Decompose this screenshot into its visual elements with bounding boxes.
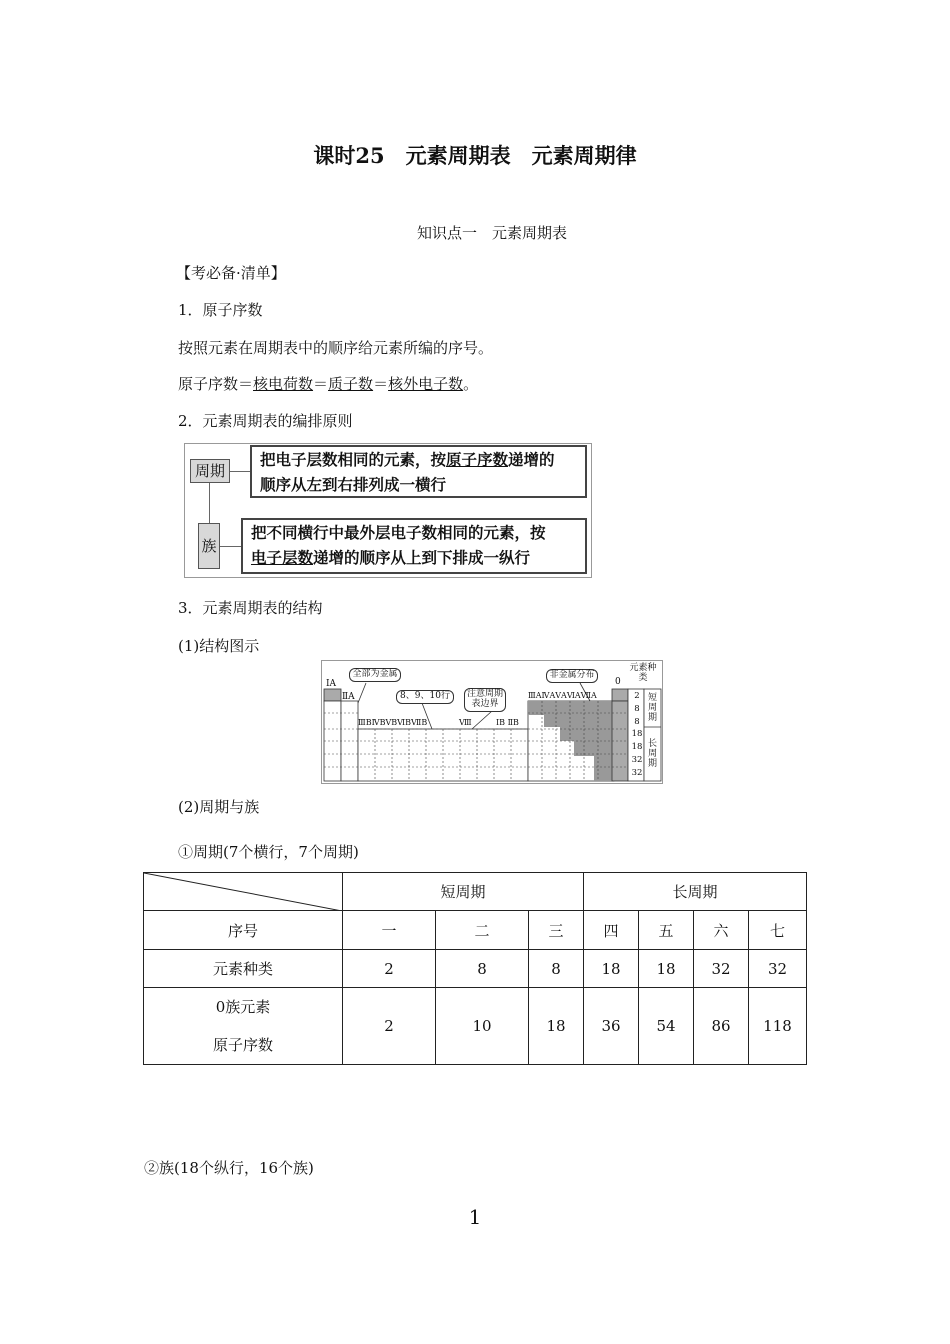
table-cell: 32 bbox=[694, 950, 749, 988]
period-rule: 把电子层数相同的元素，按原子序数递增的 顺序从左到右排列成一横行 bbox=[250, 445, 587, 498]
diagonal-header-cell bbox=[144, 873, 343, 911]
table-cell: 10 bbox=[436, 988, 529, 1065]
group-rule: 把不同横行中最外层电子数相同的元素，按 电子层数递增的顺序从上到下排成一纵行 bbox=[241, 518, 587, 574]
row-label-ordinal: 序号 bbox=[144, 911, 343, 950]
item1-heading: 1．原子序数 bbox=[178, 301, 263, 319]
fig-group8910: 8、9、10行 bbox=[396, 690, 454, 704]
table-cell: 86 bbox=[694, 988, 749, 1065]
fig-all-metal: 全部为金属 bbox=[349, 668, 401, 682]
table-cell: 8 bbox=[436, 950, 529, 988]
structure-figure-label: (1)结构图示 bbox=[178, 637, 260, 655]
fig-a-groups: ⅢAⅣAⅤAⅥAⅦA bbox=[528, 691, 597, 700]
table-cell: 8 bbox=[529, 950, 584, 988]
table-cell: 18 bbox=[529, 988, 584, 1065]
table-cell: 2 bbox=[343, 950, 436, 988]
table-cell: 54 bbox=[639, 988, 694, 1065]
fig-ia: ⅠA bbox=[326, 679, 337, 689]
table-cell: 18 bbox=[639, 950, 694, 988]
table-cell: 三 bbox=[529, 911, 584, 950]
arrangement-rules-diagram bbox=[184, 443, 592, 578]
fig-kinds: 元素种类 bbox=[629, 663, 657, 683]
table-cell: 四 bbox=[584, 911, 639, 950]
item1-equation: 原子序数＝核电荷数＝质子数＝核外电子数。 bbox=[178, 375, 479, 393]
table-cell: 七 bbox=[749, 911, 807, 950]
fig-viii: Ⅷ bbox=[459, 718, 472, 727]
fig-short-label: 短周期 bbox=[648, 693, 658, 723]
item2-heading: 2．元素周期表的编排原则 bbox=[178, 412, 353, 430]
section-heading: 知识点一 元素周期表 bbox=[416, 224, 567, 242]
periodic-table-structure-figure bbox=[321, 660, 663, 784]
fig-counts: 2 8 8 18 18 32 32 bbox=[631, 691, 643, 778]
group-tag: 族 bbox=[198, 523, 220, 569]
row-label-kinds: 元素种类 bbox=[144, 950, 343, 988]
table-cell: 36 bbox=[584, 988, 639, 1065]
item1-definition: 按照元素在周期表中的顺序给元素所编的序号。 bbox=[178, 339, 494, 357]
checklist-heading: 【考必备·清单】 bbox=[176, 264, 286, 282]
fig-nonmetal: 非金属分布 bbox=[546, 669, 598, 683]
table-cell: 一 bbox=[343, 911, 436, 950]
table-cell: 32 bbox=[749, 950, 807, 988]
period-subheading: ①周期(7个横行，7个周期) bbox=[178, 843, 359, 861]
period-tag: 周期 bbox=[190, 459, 230, 483]
short-period-header: 短周期 bbox=[343, 873, 584, 911]
period-table bbox=[143, 872, 807, 1065]
table-cell: 六 bbox=[694, 911, 749, 950]
table-cell: 18 bbox=[584, 950, 639, 988]
fig-b-left: ⅢBⅣBⅤBⅥBⅦB bbox=[358, 718, 428, 727]
long-period-header: 长周期 bbox=[584, 873, 807, 911]
period-group-heading: (2)周期与族 bbox=[178, 798, 260, 816]
fig-long-label: 长周期 bbox=[648, 739, 658, 769]
fig-zero: 0 bbox=[615, 677, 621, 687]
table-cell: 2 bbox=[343, 988, 436, 1065]
table-cell: 118 bbox=[749, 988, 807, 1065]
fig-iia: ⅡA bbox=[342, 692, 355, 702]
page-title: 课时25 元素周期表 元素周期律 bbox=[313, 143, 637, 168]
fig-b-right: ⅠB ⅡB bbox=[496, 718, 519, 727]
item3-heading: 3．元素周期表的结构 bbox=[178, 599, 323, 617]
fig-boundary: 注意周期表边界 bbox=[464, 688, 506, 712]
table-cell: 二 bbox=[436, 911, 529, 950]
table-cell: 五 bbox=[639, 911, 694, 950]
group-subheading: ②族(18个纵行，16个族) bbox=[144, 1159, 314, 1177]
row-label-zero-group: 0族元素 原子序数 bbox=[144, 988, 343, 1065]
page-number: 1 bbox=[468, 1205, 482, 1229]
